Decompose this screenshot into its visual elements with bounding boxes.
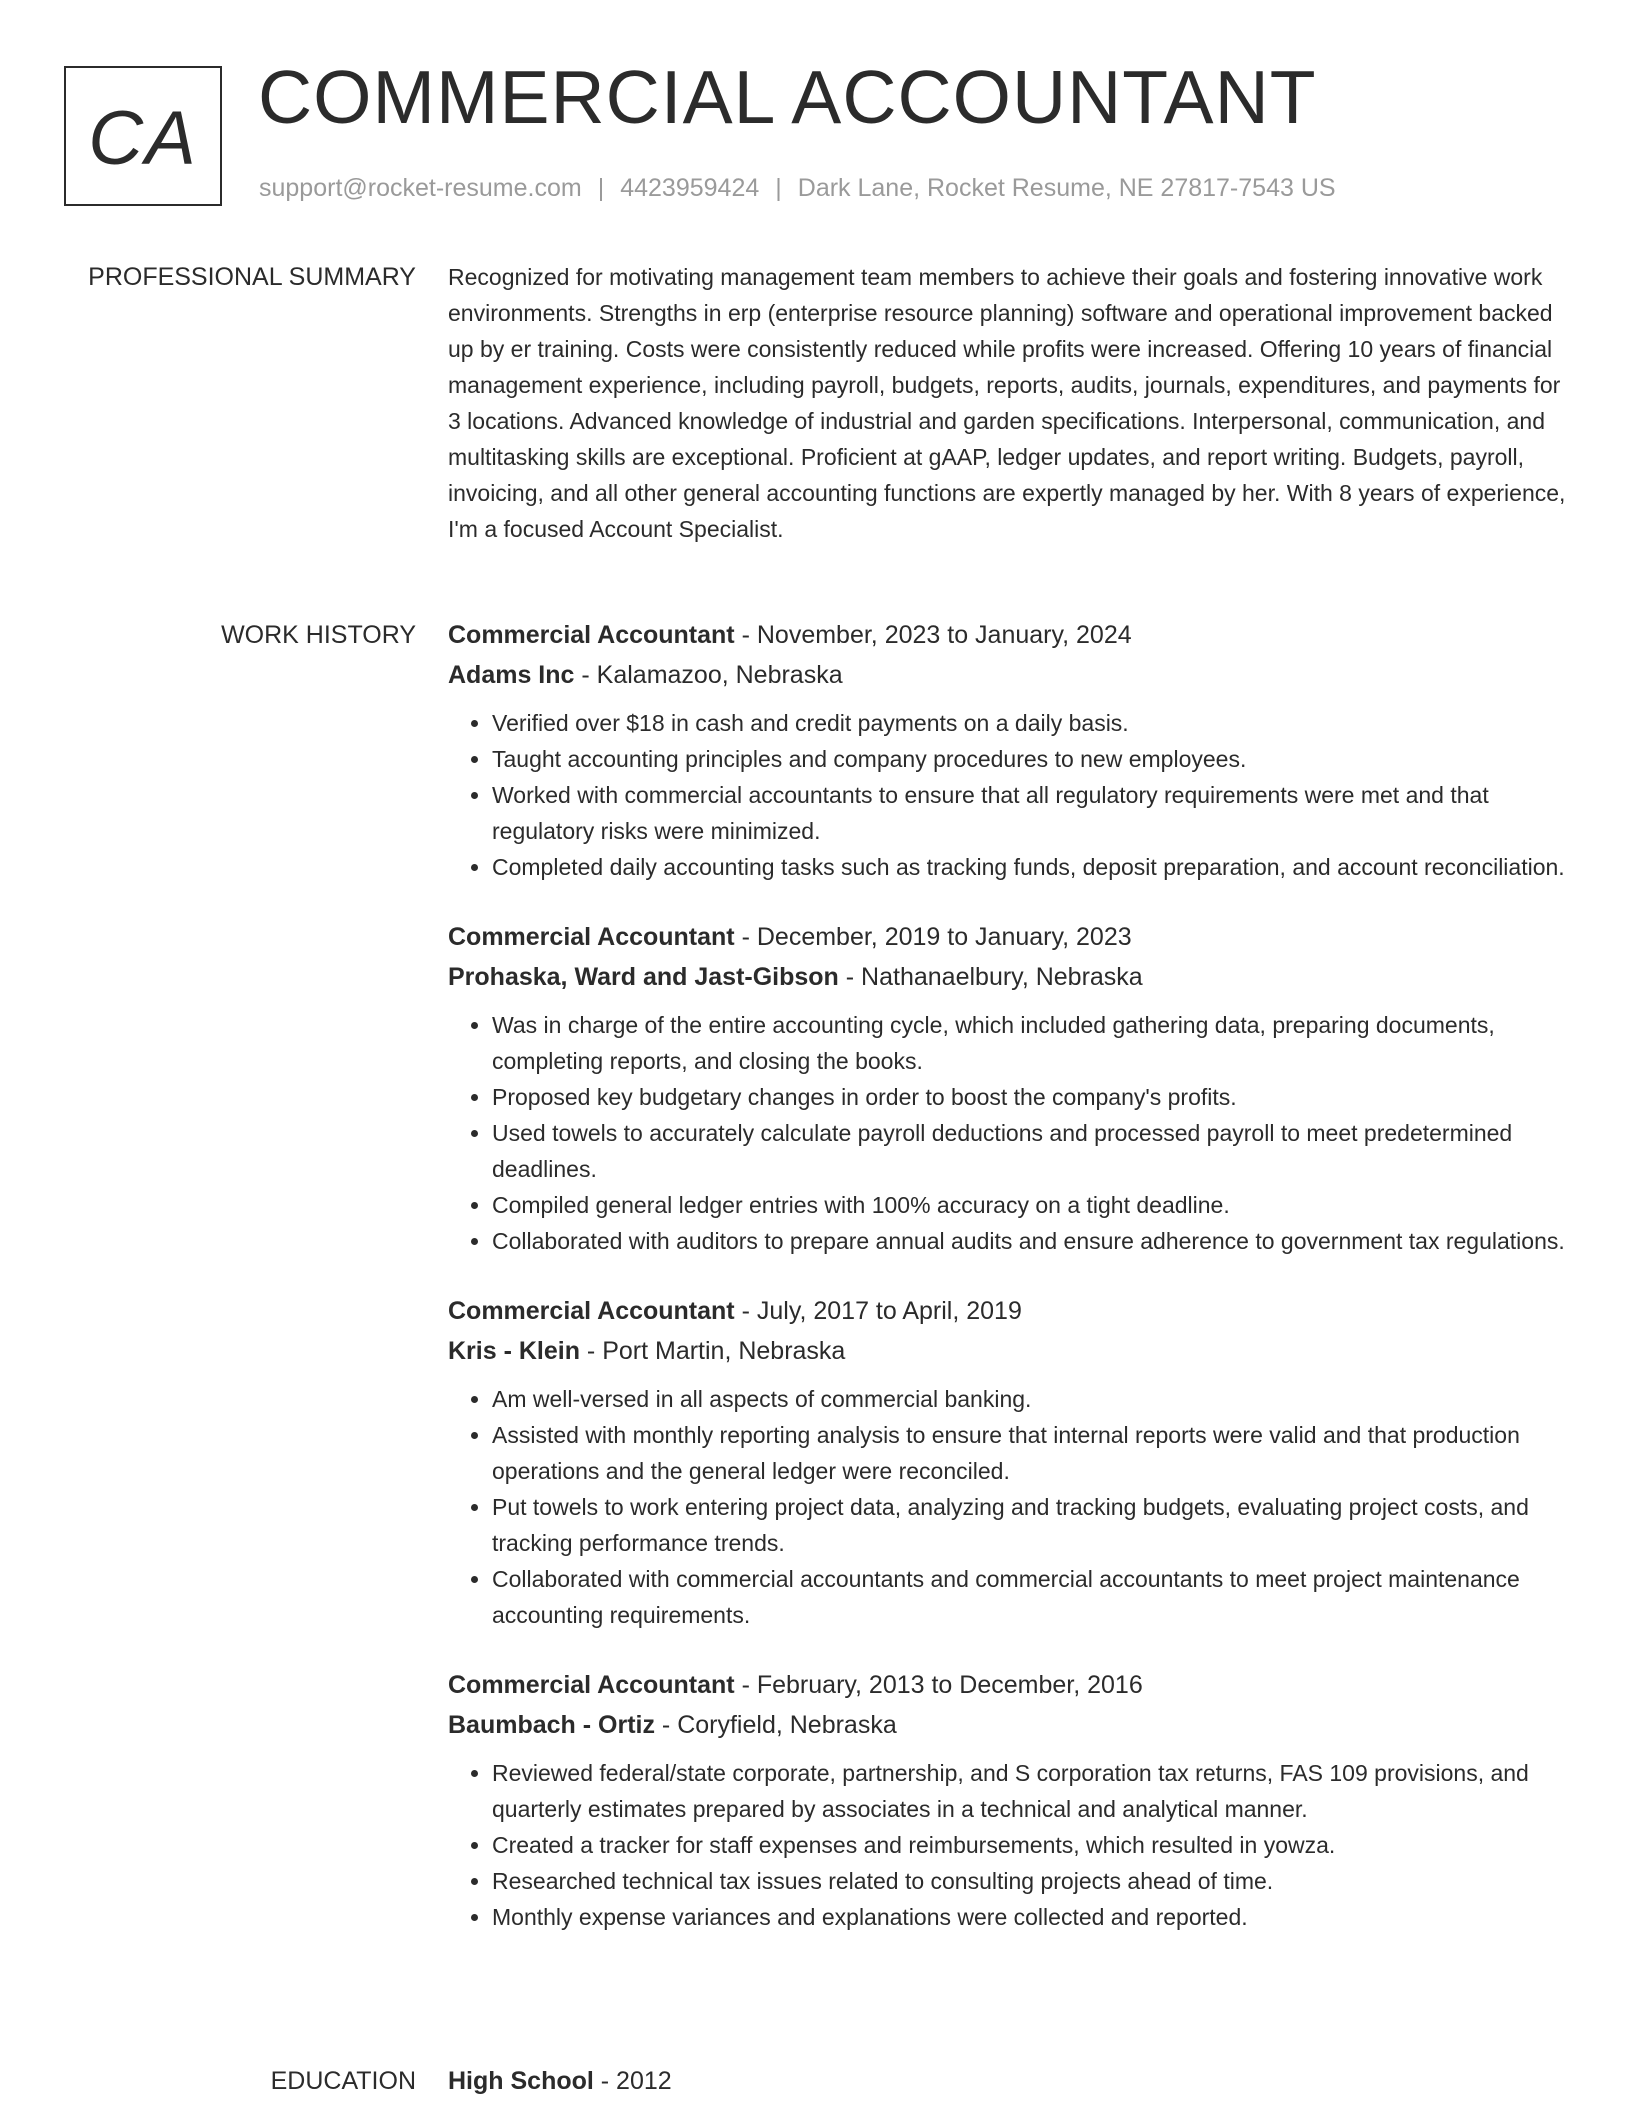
job-location: - Kalamazoo, Nebraska [574, 661, 843, 689]
job-bullet: • Created a tracker for staff expenses and reimbursements, which resulted in yowza. [492, 1827, 1570, 1863]
section-title-education: EDUCATION [270, 2067, 416, 2095]
work-history-body [448, 615, 1570, 1967]
job-bullet: • Completed daily accounting tasks such as tracking funds, deposit preparation, and account reconciliation. [492, 849, 1570, 885]
contact-line [259, 174, 1336, 203]
contact-phone: 4423959424 [620, 174, 760, 202]
job-bullet: • Collaborated with commercial accountants and commercial accountants to meet project maintenance accounting requirements. [492, 1561, 1570, 1633]
job-bullet: • Compiled general ledger entries with 100% accuracy on a tight deadline. [492, 1187, 1570, 1223]
job-location: - Nathanaelbury, Nebraska [838, 963, 1143, 991]
job-bullet-list [448, 1755, 1570, 1935]
education-line [448, 2061, 1570, 2101]
job-role: Commercial Accountant [448, 923, 735, 951]
job-location: - Coryfield, Nebraska [654, 1711, 897, 1739]
section-title-work-history: WORK HISTORY [221, 621, 416, 649]
job-bullet-list [448, 705, 1570, 885]
section-title-summary: PROFESSIONAL SUMMARY [88, 263, 416, 291]
job-bullet: • Collaborated with auditors to prepare annual audits and ensure adherence to government tax regulations. [492, 1223, 1570, 1259]
resume-title: COMMERCIAL ACCOUNTANT [258, 55, 1317, 139]
summary-body [448, 259, 1570, 547]
contact-address: Dark Lane, Rocket Resume, NE 27817-7543 US [797, 174, 1336, 202]
job-entry [448, 917, 1570, 1259]
job-bullet: • Verified over $18 in cash and credit payments on a daily basis. [492, 705, 1570, 741]
job-bullet: • Worked with commercial accountants to ensure that all regulatory requirements were met and that regulatory risks were minimized. [492, 777, 1570, 849]
job-entry [448, 615, 1570, 885]
job-dates: - July, 2017 to April, 2019 [734, 1297, 1022, 1325]
job-dates: - December, 2019 to January, 2023 [734, 923, 1132, 951]
job-bullet-list [448, 1007, 1570, 1259]
job-company: Baumbach - Ortiz [448, 1711, 655, 1739]
contact-separator: | [775, 174, 782, 202]
summary-text: Recognized for motivating management team members to achieve their goals and fostering innovative work environments. Strengths in erp (enterprise resource planning) software and operational improvement backed up by er training. Costs were consistently reduced while profits were increased. Offering 10 years of financial management experience, including payroll, budgets, reports, audits, journals, expenditures, and payments for 3 locations. Advanced knowledge of industrial and garden specifications. Interpersonal, communication, and multitasking skills are exceptional. Proficient at gAAP, ledger updates, and report writing. Budgets, payroll, invoicing, and all other general accounting functions are expertly managed by her. With 8 years of experience, I'm a focused Account Specialist. [448, 264, 1566, 542]
job-dates: - February, 2013 to December, 2016 [734, 1671, 1143, 1699]
job-role: Commercial Accountant [448, 1297, 735, 1325]
education-degree: High School [448, 2067, 594, 2095]
job-company-line [448, 957, 1570, 997]
job-title-line [448, 615, 1570, 655]
job-company: Prohaska, Ward and Jast-Gibson [448, 963, 839, 991]
education-year: - 2012 [593, 2067, 672, 2095]
job-role: Commercial Accountant [448, 621, 735, 649]
job-bullet: • Proposed key budgetary changes in order to boost the company's profits. [492, 1079, 1570, 1115]
job-bullet: • Researched technical tax issues related to consulting projects ahead of time. [492, 1863, 1570, 1899]
contact-separator: | [597, 174, 605, 202]
job-entry [448, 1291, 1570, 1633]
job-bullet: • Put towels to work entering project data, analyzing and tracking budgets, evaluating project costs, and tracking performance trends. [492, 1489, 1570, 1561]
job-bullet-list [448, 1381, 1570, 1633]
job-company: Adams Inc [448, 661, 575, 689]
job-entry [448, 1665, 1570, 1935]
job-role: Commercial Accountant [448, 1671, 735, 1699]
job-company-line [448, 1705, 1570, 1745]
job-location: - Port Martin, Nebraska [579, 1337, 846, 1365]
job-bullet: • Used towels to accurately calculate payroll deductions and processed payroll to meet predetermined deadlines. [492, 1115, 1570, 1187]
job-title-line [448, 1665, 1570, 1705]
job-bullet: • Was in charge of the entire accounting cycle, which included gathering data, preparing documents, completing reports, and closing the books. [492, 1007, 1570, 1079]
job-company-line [448, 655, 1570, 695]
job-bullet: • Taught accounting principles and company procedures to new employees. [492, 741, 1570, 777]
job-company: Kris - Klein [448, 1337, 580, 1365]
monogram-box [64, 66, 222, 206]
job-company-line [448, 1331, 1570, 1371]
job-bullet: • Monthly expense variances and explanations were collected and reported. [492, 1899, 1570, 1935]
job-dates: - November, 2023 to January, 2024 [734, 621, 1132, 649]
job-title-line [448, 1291, 1570, 1331]
job-bullet: • Assisted with monthly reporting analysis to ensure that internal reports were valid and that production operations and the general ledger were reconciled. [492, 1417, 1570, 1489]
education-body [448, 2061, 1570, 2101]
job-bullet: • Am well-versed in all aspects of commercial banking. [492, 1381, 1570, 1417]
job-bullet: • Reviewed federal/state corporate, partnership, and S corporation tax returns, FAS 109 provisions, and quarterly estimates prepared by associates in a technical and analytical manner. [492, 1755, 1570, 1827]
contact-email: support@rocket-resume.com [259, 174, 582, 202]
job-title-line [448, 917, 1570, 957]
monogram-initials: CA [88, 95, 198, 181]
